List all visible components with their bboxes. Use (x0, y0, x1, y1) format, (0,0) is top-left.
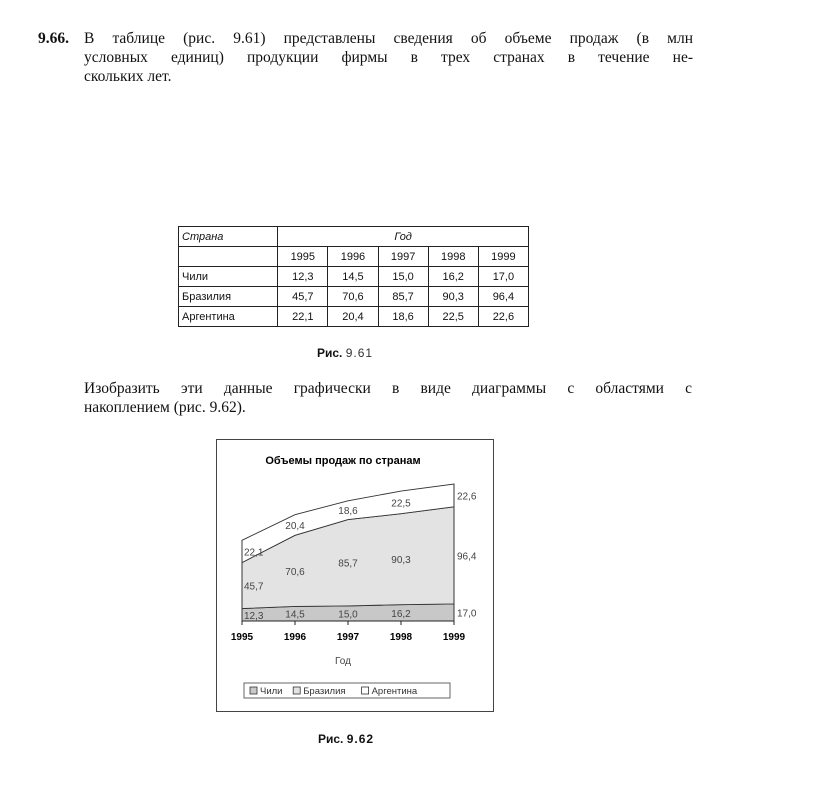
table-year: 1999 (478, 247, 528, 267)
table-row (179, 287, 529, 307)
area-series-2 (242, 507, 454, 609)
problem-number: 9.66. (38, 30, 69, 47)
table-value: 16,2 (428, 267, 478, 287)
table-value: 22,5 (428, 307, 478, 327)
data-label: 12,3 (244, 610, 264, 622)
problem-statement (38, 29, 693, 86)
data-label: 14,5 (285, 609, 305, 621)
x-tick-label: 1999 (442, 632, 466, 643)
problem-line-2: условных единиц) продукции фирмы в трех странах в течение не- (84, 49, 693, 66)
data-label: 20,4 (285, 521, 305, 533)
table-value: 14,5 (328, 267, 378, 287)
data-label: 15,0 (338, 609, 358, 621)
table-country: Чили (179, 267, 278, 287)
table-value: 90,3 (428, 287, 478, 307)
caption-number: 9.62 (346, 732, 375, 746)
stacked-area-chart (216, 439, 494, 712)
data-label: 18,6 (338, 506, 358, 518)
problem-line-1: В таблице (рис. 9.61) представлены сведения об объеме продаж (в млн (84, 30, 693, 47)
table-value: 85,7 (378, 287, 428, 307)
country-header: Страна (179, 227, 278, 247)
task-line-1: Изобразить эти данные графически в виде диаграммы с областями с (84, 380, 692, 397)
table-value: 12,3 (278, 267, 328, 287)
x-tick-label: 1995 (230, 632, 254, 643)
data-label: 22,5 (391, 498, 411, 510)
data-label: 17,0 (457, 608, 477, 620)
data-label: 22,6 (457, 491, 477, 503)
table-row (179, 307, 529, 327)
table-cell-empty (179, 247, 278, 267)
table-value: 22,1 (278, 307, 328, 327)
problem-line-3: скольких лет. (84, 68, 172, 85)
table-years-row (179, 247, 529, 267)
legend-label: Бразилия (303, 686, 346, 697)
table-value: 45,7 (278, 287, 328, 307)
sales-table (178, 226, 529, 327)
data-label: 22,1 (244, 547, 264, 559)
table-year: 1995 (278, 247, 328, 267)
table-value: 22,6 (478, 307, 528, 327)
task-statement (84, 379, 692, 417)
table-value: 15,0 (378, 267, 428, 287)
year-header: Год (278, 227, 529, 247)
legend-label: Аргентина (371, 686, 418, 697)
data-label: 16,2 (391, 608, 411, 620)
legend-label: Чили (260, 686, 283, 697)
legend-swatch (250, 687, 257, 694)
table-value: 96,4 (478, 287, 528, 307)
figure-caption-table (317, 346, 373, 360)
caption-prefix: Рис. (318, 732, 344, 746)
data-label: 45,7 (244, 581, 264, 593)
table-value: 70,6 (328, 287, 378, 307)
table-year: 1996 (328, 247, 378, 267)
legend-swatch (293, 687, 300, 694)
x-tick-label: 1996 (283, 632, 307, 643)
data-label: 90,3 (391, 555, 411, 567)
table-year: 1997 (378, 247, 428, 267)
caption-prefix: Рис. (317, 346, 343, 360)
table-year: 1998 (428, 247, 478, 267)
data-label: 96,4 (457, 551, 477, 563)
caption-number: 9.61 (345, 346, 374, 360)
x-tick-label: 1998 (389, 632, 413, 643)
table-country: Бразилия (179, 287, 278, 307)
task-line-2: накоплением (рис. 9.62). (84, 399, 246, 416)
legend-swatch (362, 687, 369, 694)
x-axis-label: Год (335, 656, 351, 667)
table-header-row (179, 227, 529, 247)
data-label: 85,7 (338, 558, 358, 570)
figure-caption-chart (318, 732, 374, 746)
chart-title: Объемы продаж по странам (265, 455, 421, 467)
table-value: 18,6 (378, 307, 428, 327)
table-row (179, 267, 529, 287)
table-value: 20,4 (328, 307, 378, 327)
x-tick-label: 1997 (336, 632, 360, 643)
table-country: Аргентина (179, 307, 278, 327)
data-label: 70,6 (285, 566, 305, 578)
chart-canvas (217, 440, 493, 711)
table-value: 17,0 (478, 267, 528, 287)
